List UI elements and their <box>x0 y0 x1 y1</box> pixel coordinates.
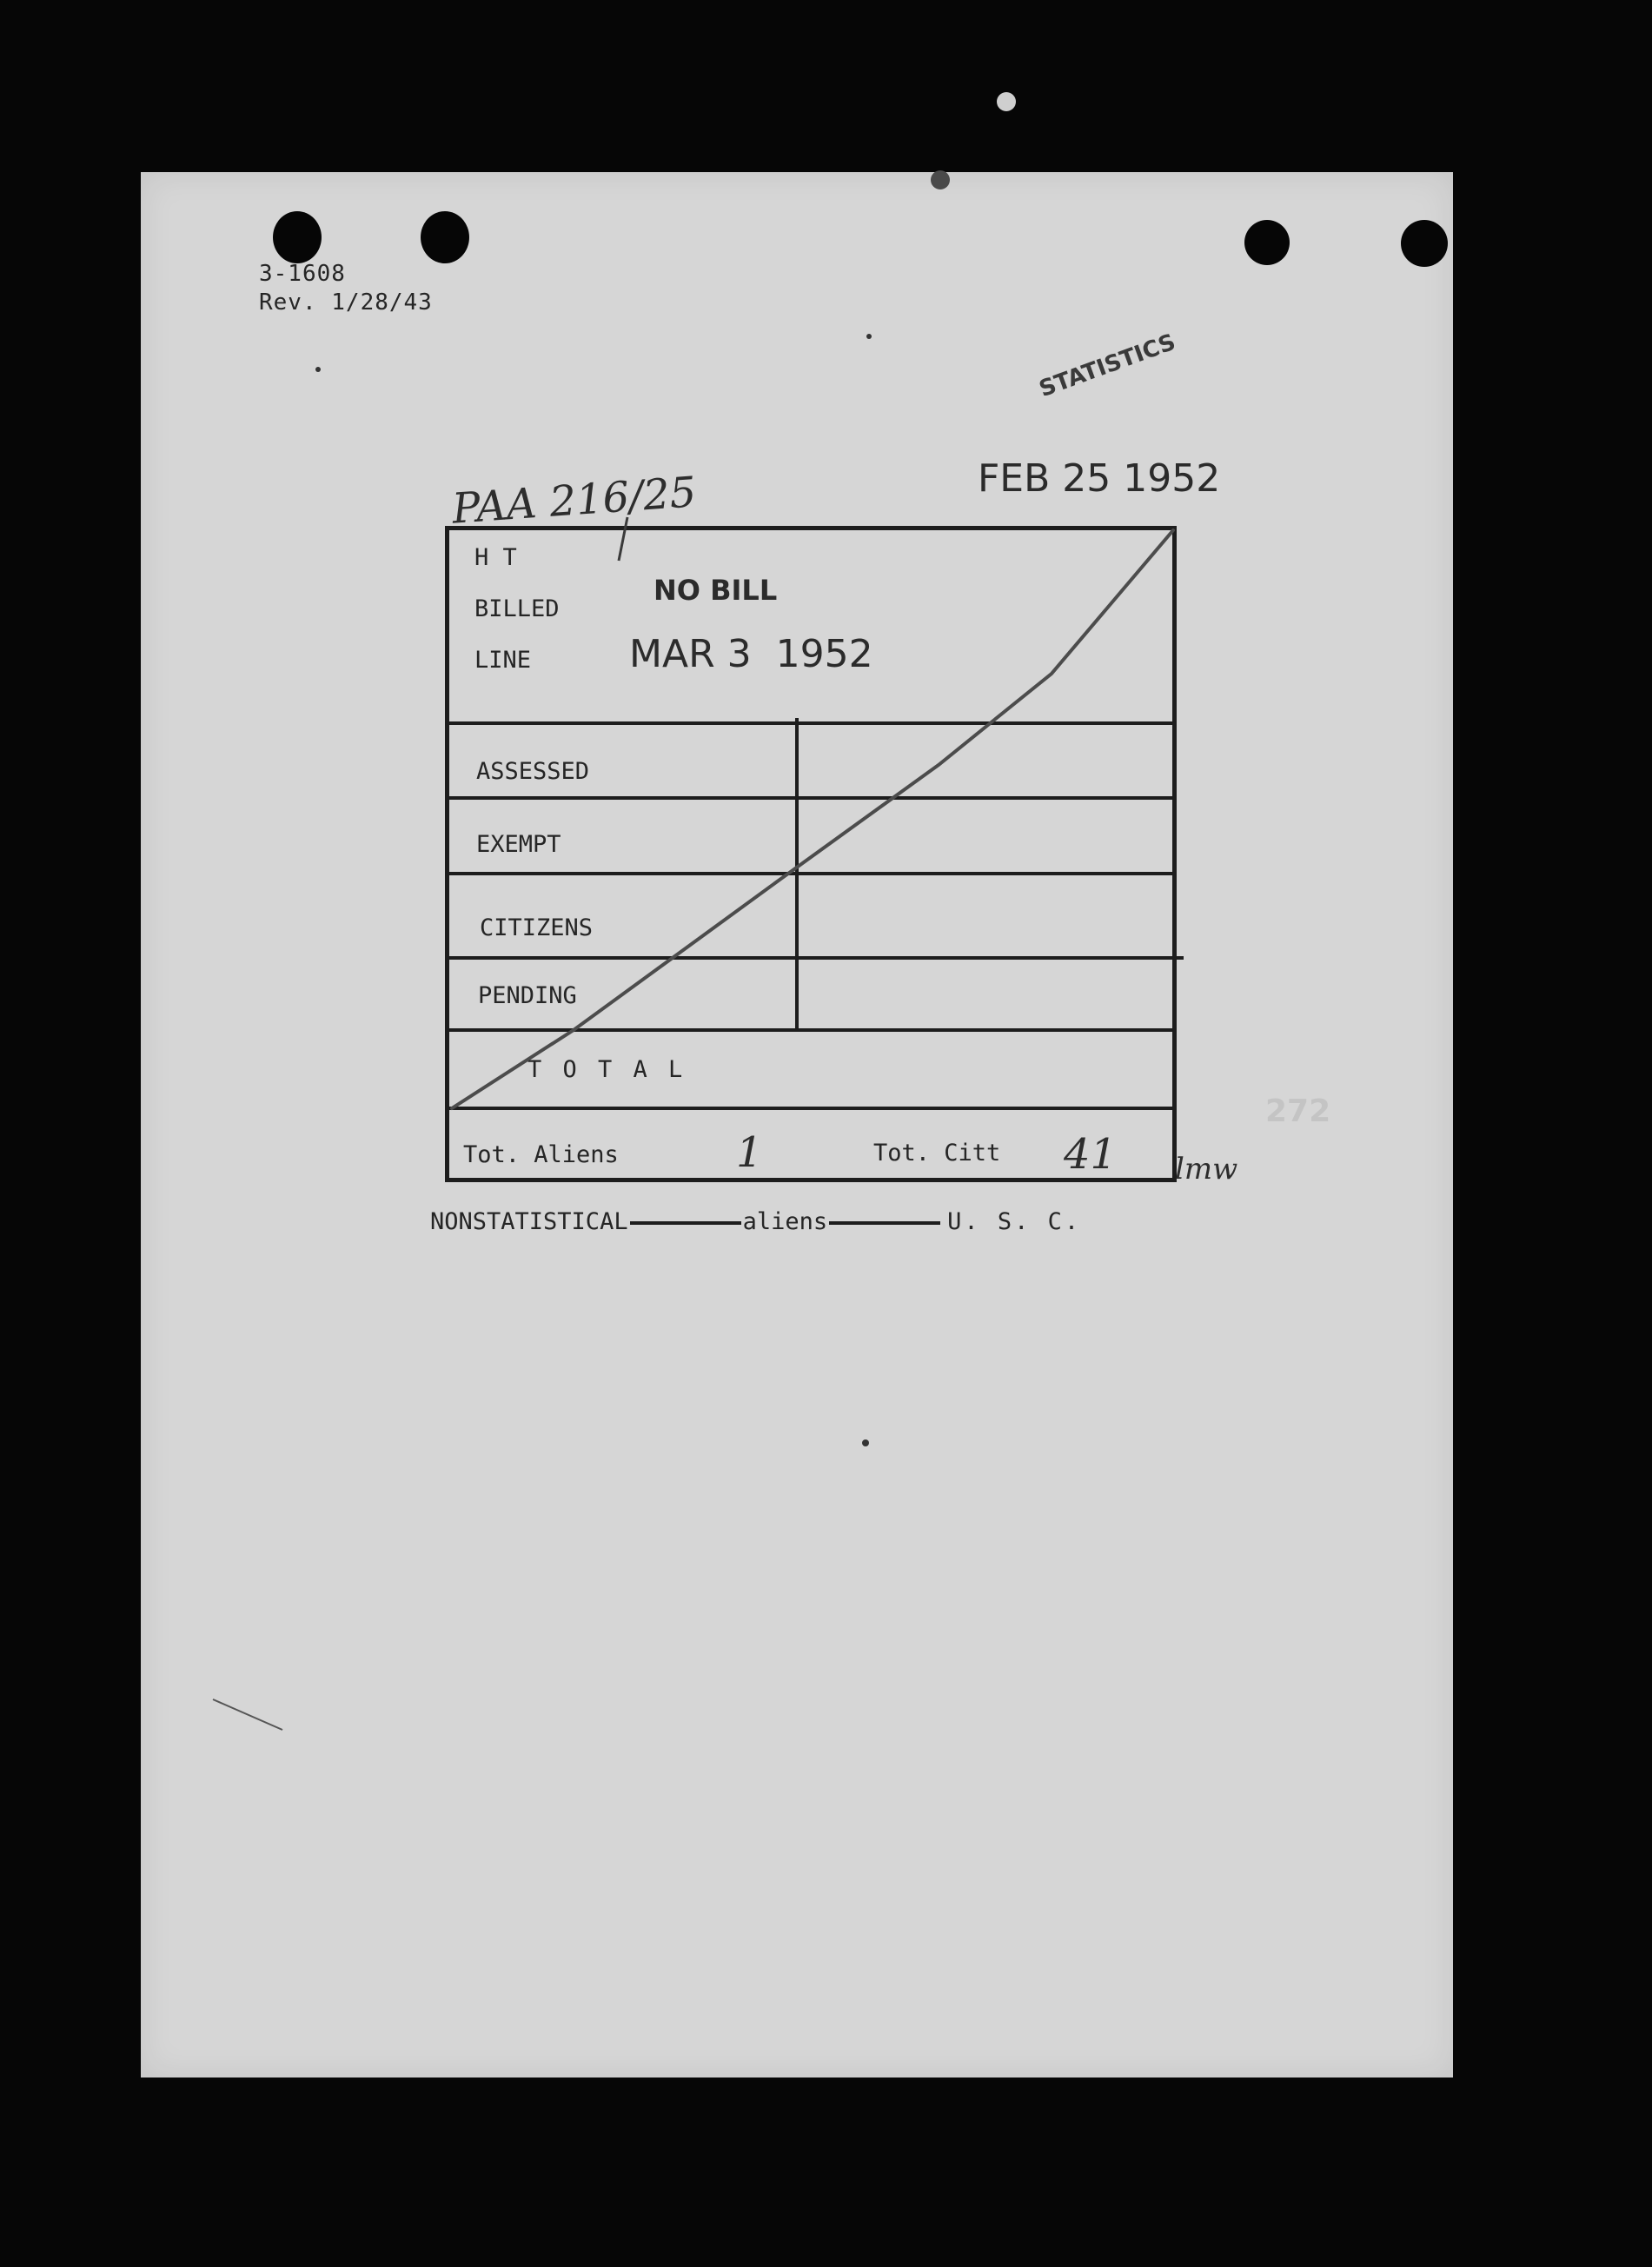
label-pending: PENDING <box>478 982 577 1009</box>
tot-citt-value: 41 <box>1064 1130 1118 1179</box>
label-tot-aliens: Tot. Aliens <box>463 1141 619 1168</box>
label-line: LINE <box>474 647 532 674</box>
nonstatistical-usc-blank <box>829 1221 940 1225</box>
form-rule-6 <box>445 1107 1177 1110</box>
form-rule-4 <box>445 956 1184 960</box>
punch-hole-1 <box>273 211 322 263</box>
no-bill-stamp: NO BILL <box>654 574 778 607</box>
nonstatistical-line <box>430 1208 1081 1235</box>
usc-label: U. S. C. <box>947 1208 1082 1235</box>
handwritten-reference: PAA 216/25 <box>450 468 698 534</box>
form-number: 3-1608 <box>259 261 346 287</box>
label-exempt: EXEMPT <box>476 831 561 858</box>
label-ht: H T <box>474 544 517 571</box>
form-revision: Rev. 1/28/43 <box>259 289 433 316</box>
label-citizens: CITIZENS <box>480 914 594 941</box>
label-billed: BILLED <box>474 595 560 622</box>
received-date-stamp: FEB 25 1952 <box>978 456 1221 501</box>
label-tot-citt: Tot. Citt <box>873 1140 1001 1167</box>
punch-hole-2 <box>421 211 469 263</box>
punch-hole-3 <box>1244 220 1290 265</box>
nonstatistical-aliens-blank <box>630 1221 741 1225</box>
form-rule-2 <box>445 796 1177 800</box>
label-total: T O T A L <box>527 1056 687 1083</box>
label-assessed: ASSESSED <box>476 758 590 785</box>
statistics-stamp: STATISTICS <box>1036 329 1179 403</box>
tot-aliens-value: 1 <box>736 1128 763 1177</box>
faint-page-number: 272 <box>1265 1094 1331 1129</box>
form-rule-1 <box>445 721 1177 725</box>
form-rule-3 <box>445 872 1177 875</box>
punch-hole-4 <box>1401 220 1448 267</box>
form-rule-5 <box>445 1028 1177 1032</box>
form-column-divider <box>795 718 799 1032</box>
nonstatistical-label: NONSTATISTICAL <box>430 1208 628 1235</box>
aliens-label: aliens <box>742 1208 828 1235</box>
line-date-stamp: MAR 3 1952 <box>629 632 873 676</box>
handwritten-initials: lmw <box>1175 1152 1238 1187</box>
